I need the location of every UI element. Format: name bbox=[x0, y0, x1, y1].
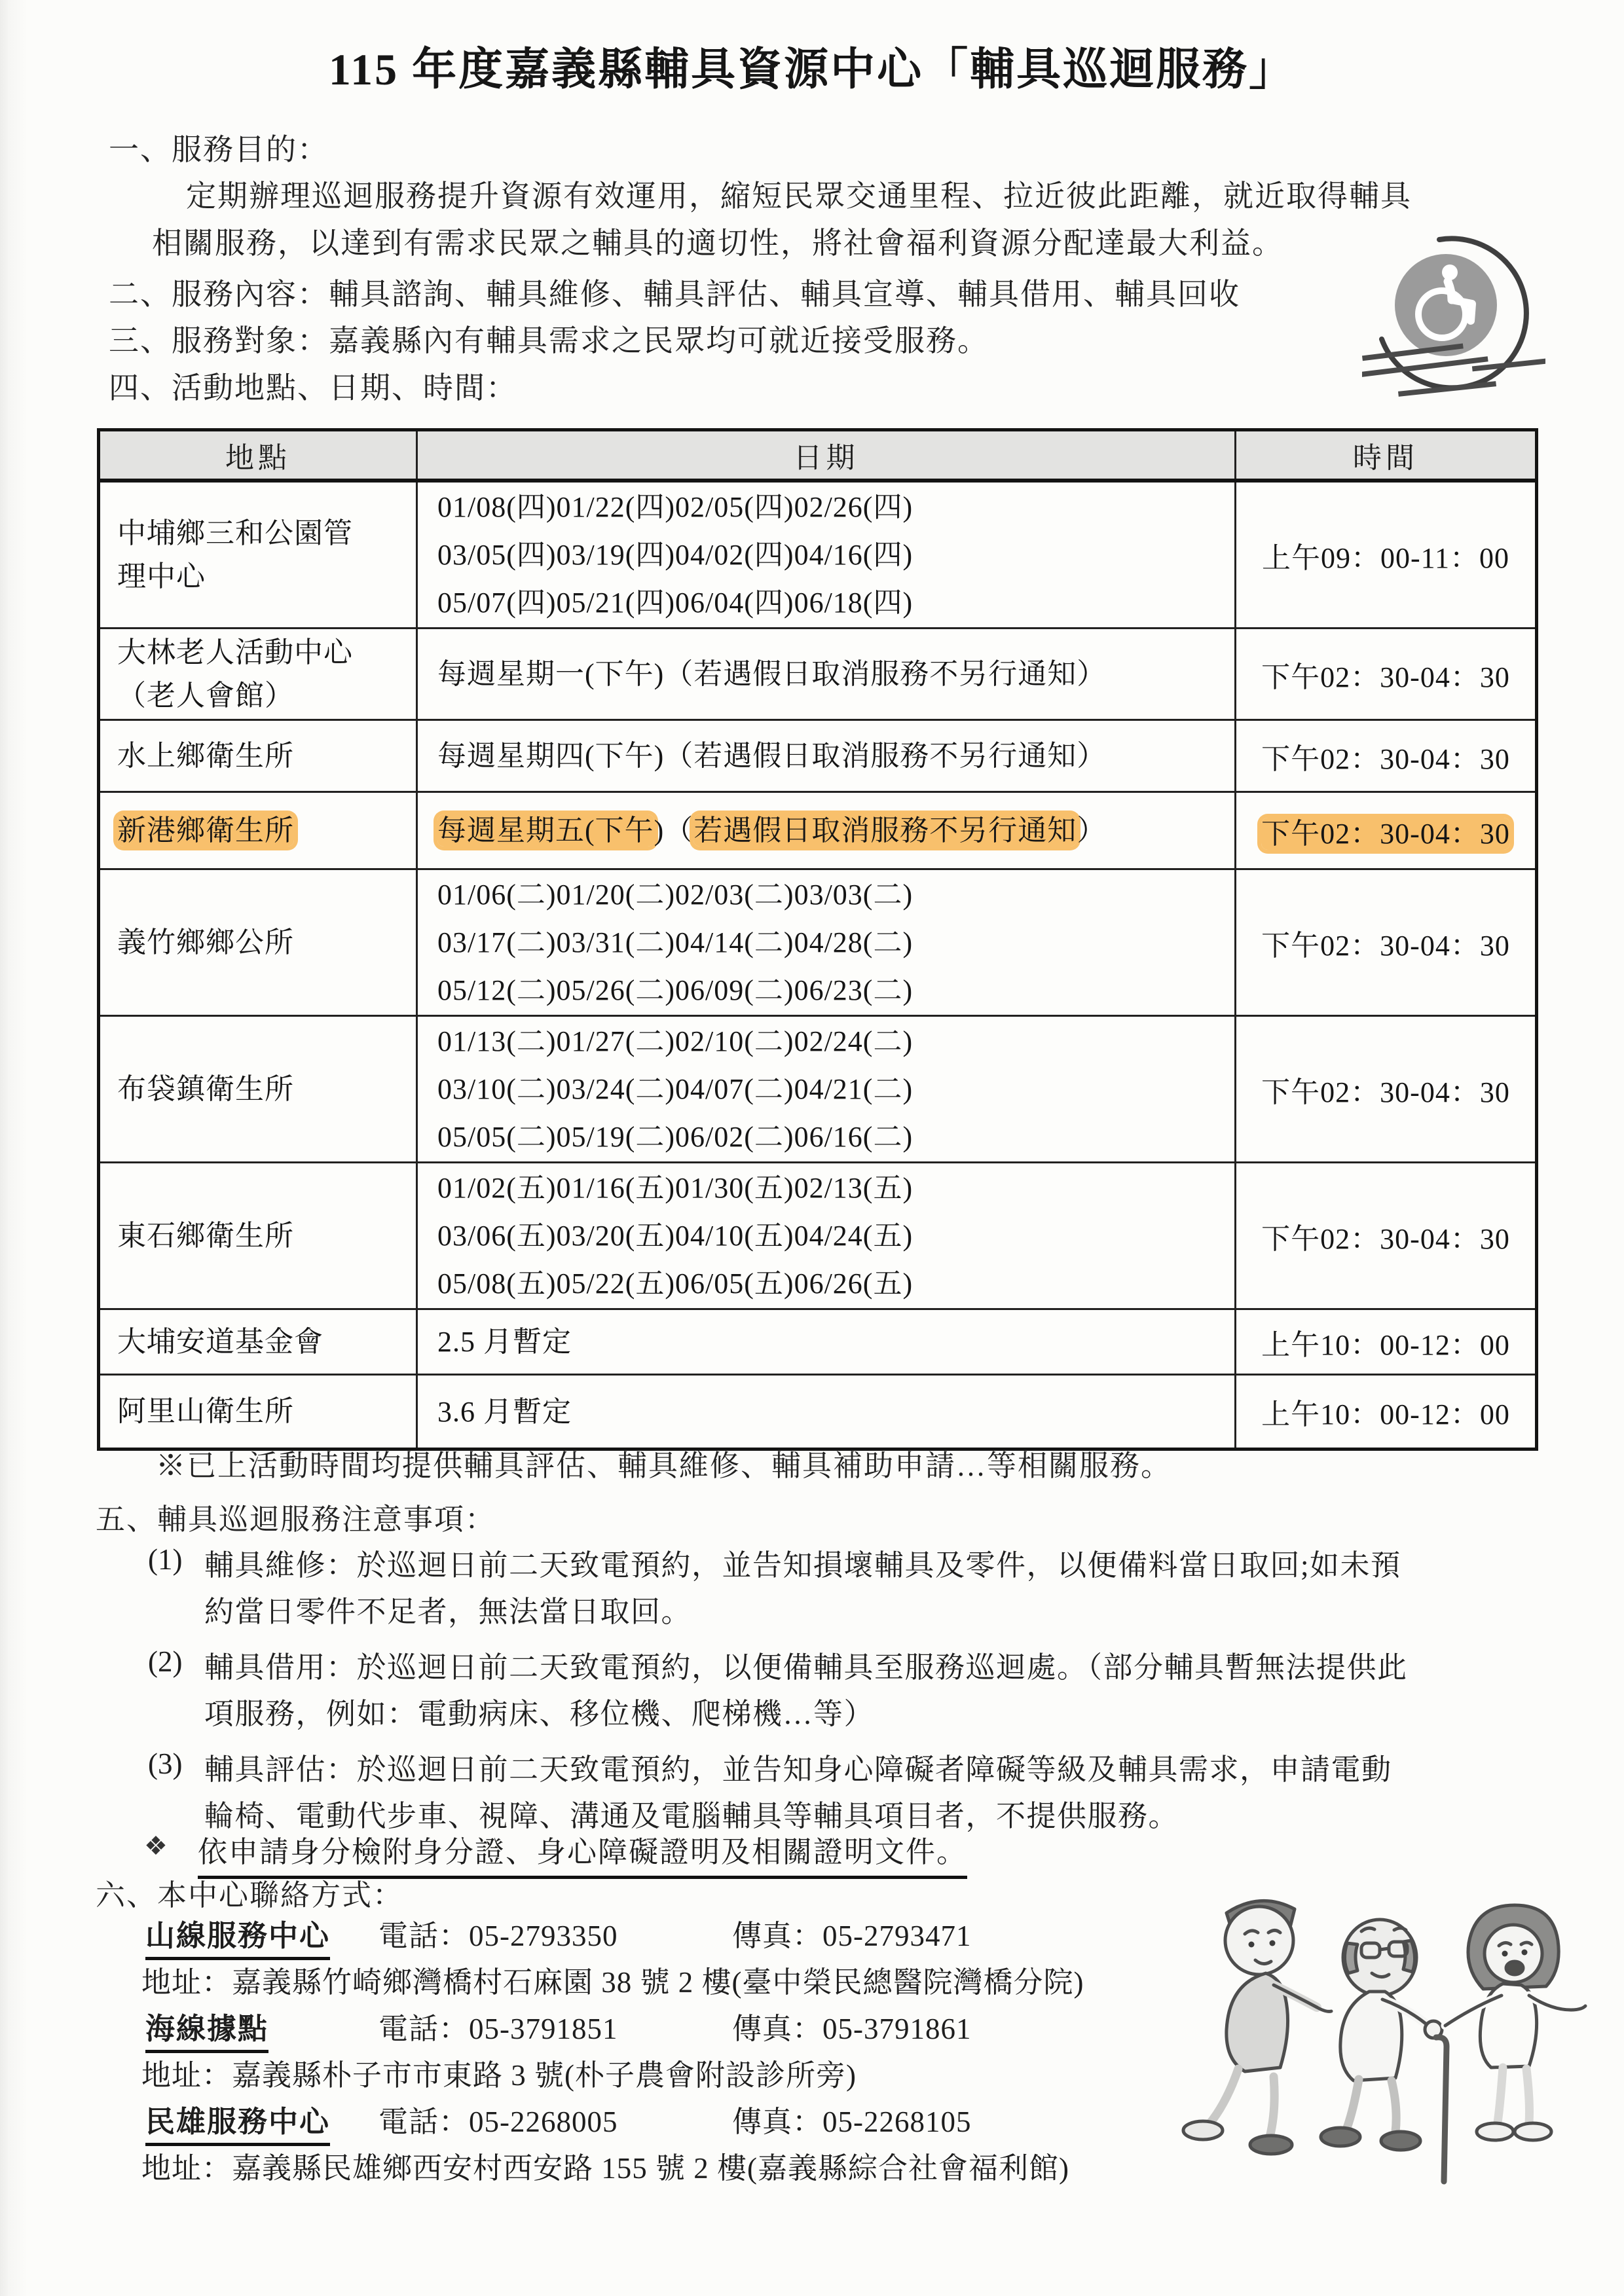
location-cell: 水上鄉衛生所 bbox=[99, 720, 417, 792]
highlight-mark: 每週星期五(下午 bbox=[437, 814, 654, 847]
table-row bbox=[99, 1016, 1537, 1163]
diamond-bullet-icon: ❖ bbox=[144, 1831, 168, 1861]
location-cell: 東石鄉衛生所 bbox=[99, 1163, 417, 1309]
notice-item-line: 輔具維修：於巡迴日前二天致電預約，並告知損壞輔具及零件，以便備料當日取回;如未預 bbox=[204, 1549, 1401, 1582]
contact-heading: 六、本中心聯絡方式： bbox=[96, 1879, 404, 1912]
table-row bbox=[99, 1375, 1537, 1449]
table-row bbox=[99, 792, 1537, 869]
header-date: 日期 bbox=[417, 430, 1236, 481]
contact-address: 地址：嘉義縣竹崎鄉灣橋村石麻園 38 號 2 樓(臺中榮民總醫院灣橋分院) bbox=[141, 1966, 1084, 1999]
date-cell: 2.5 月暫定 bbox=[417, 1309, 1236, 1375]
date-cell: 每週星期五(下午)（若遇假日取消服務不另行通知） bbox=[417, 792, 1236, 869]
time-cell: 下午02：30-04：30 bbox=[1236, 869, 1537, 1016]
table-row bbox=[99, 1163, 1537, 1309]
notice-item-line: 輔具評估：於巡迴日前二天致電預約，並告知身心障礙者障礙等級及輔具需求，申請電動 bbox=[204, 1753, 1392, 1786]
contact-center-name: 海線據點 bbox=[145, 2005, 268, 2053]
time-cell: 下午02：30-04：30 bbox=[1236, 720, 1537, 792]
wheelchair-accessibility-icon bbox=[1362, 234, 1545, 410]
notice-bullet-text: 依申請身分檢附身分證、身心障礙證明及相關證明文件。 bbox=[198, 1828, 967, 1879]
notice-item-number: (1) bbox=[148, 1543, 183, 1576]
notice-item-number: (3) bbox=[148, 1747, 183, 1780]
time-cell: 上午10：00-12：00 bbox=[1236, 1309, 1537, 1375]
notice-item-line: 輔具借用：於巡迴日前二天致電預約，以便備輔具至服務巡迴處。（部分輔具暫無法提供此 bbox=[204, 1651, 1408, 1684]
contact-address: 地址：嘉義縣民雄鄉西安村西安路 155 號 2 樓(嘉義縣綜合社會福利館) bbox=[141, 2152, 1069, 2185]
location-cell: 布袋鎮衛生所 bbox=[99, 1016, 417, 1163]
highlight-mark: 若遇假日取消服務不另行通知 bbox=[693, 814, 1077, 847]
date-cell: 3.6 月暫定 bbox=[417, 1375, 1236, 1449]
service-schedule-table bbox=[97, 428, 1538, 1451]
date-cell: 01/08(四)01/22(四)02/05(四)02/26(四) 03/05(四)03/19(四)04/02(四)04/16(四) 05/07(四)05/21(四)06/04(四)06/18(四) bbox=[417, 481, 1236, 629]
notice-item-number: (2) bbox=[148, 1645, 183, 1678]
notice-item-line: 項服務，例如：電動病床、移位機、爬梯機…等） bbox=[204, 1698, 875, 1730]
contact-center-name: 民雄服務中心 bbox=[145, 2098, 330, 2146]
section-3: 三、服務對象：嘉義縣內有輔具需求之民眾均可就近接受服務。 bbox=[109, 324, 989, 357]
contact-fax: 傳真：05-2268105 bbox=[732, 2105, 972, 2138]
date-cell: 01/02(五)01/16(五)01/30(五)02/13(五) 03/06(五)03/20(五)04/10(五)04/24(五) 05/08(五)05/22(五)06/05(五)06/26(五) bbox=[417, 1163, 1236, 1309]
time-cell: 下午02：30-04：30 bbox=[1236, 629, 1537, 720]
location-cell: 大埔安道基金會 bbox=[99, 1309, 417, 1375]
section-1-line1: 定期辦理巡迴服務提升資源有效運用，縮短民眾交通里程、拉近彼此距離，就近取得輔具 bbox=[186, 179, 1412, 213]
notice-item bbox=[98, 1747, 1559, 1840]
notice-item bbox=[98, 1542, 1559, 1635]
location-cell: 阿里山衛生所 bbox=[99, 1375, 417, 1449]
section-4: 四、活動地點、日期、時間： bbox=[109, 371, 517, 405]
highlight-mark: 新港鄉衛生所 bbox=[117, 814, 294, 847]
time-cell: 上午10：00-12：00 bbox=[1236, 1375, 1537, 1449]
notice-item-line: 輪椅、電動代步車、視障、溝通及電腦輔具等輔具項目者，不提供服務。 bbox=[204, 1800, 1179, 1832]
time-cell bbox=[1236, 792, 1537, 869]
table-row bbox=[99, 629, 1537, 720]
date-cell: 01/13(二)01/27(二)02/10(二)02/24(二) 03/10(二)03/24(二)04/07(二)04/21(二) 05/05(二)05/19(二)06/02(二)06/16(二) bbox=[417, 1016, 1236, 1163]
date-cell: 每週星期四(下午)（若遇假日取消服務不另行通知） bbox=[417, 720, 1236, 792]
contact-phone: 電話：05-2268005 bbox=[378, 2105, 618, 2138]
highlight-mark: 下午02：30-04：30 bbox=[1261, 817, 1510, 850]
elderly-care-illustration bbox=[1175, 1880, 1595, 2221]
contact-center-name: 山線服務中心 bbox=[145, 1912, 330, 1960]
section-1-heading: 一、服務目的： bbox=[109, 133, 329, 166]
time-cell: 上午09：00-11：00 bbox=[1236, 481, 1537, 629]
location-cell: 中埔鄉三和公園管 理中心 bbox=[99, 481, 417, 629]
page-title: 115 年度嘉義縣輔具資源中心「輔具巡迴服務」 bbox=[328, 45, 1296, 94]
contact-fax: 傳真：05-3791861 bbox=[732, 2013, 972, 2045]
contact-fax: 傳真：05-2793471 bbox=[732, 1920, 972, 1952]
table-row bbox=[99, 869, 1537, 1016]
table-note: ※已上活動時間均提供輔具評估、輔具維修、輔具補助申請…等相關服務。 bbox=[156, 1449, 1172, 1482]
time-cell: 下午02：30-04：30 bbox=[1236, 1016, 1537, 1163]
date-cell: 每週星期一(下午)（若遇假日取消服務不另行通知） bbox=[417, 629, 1236, 720]
contact-phone: 電話：05-2793350 bbox=[378, 1920, 618, 1952]
header-time: 時間 bbox=[1236, 430, 1537, 481]
notice-list bbox=[98, 1542, 1559, 1849]
notice-item-line: 約當日零件不足者，無法當日取回。 bbox=[204, 1595, 692, 1628]
location-cell bbox=[99, 792, 417, 869]
contact-address: 地址：嘉義縣朴子市市東路 3 號(朴子農會附設診所旁) bbox=[141, 2059, 857, 2092]
date-cell: 01/06(二)01/20(二)02/03(二)03/03(二) 03/17(二)03/31(二)04/14(二)04/28(二) 05/12(二)05/26(二)06/09(二)06/23(二) bbox=[417, 869, 1236, 1016]
header-location: 地點 bbox=[99, 430, 417, 481]
table-row bbox=[99, 481, 1537, 629]
location-cell: 義竹鄉鄉公所 bbox=[99, 869, 417, 1016]
time-cell: 下午02：30-04：30 bbox=[1236, 1163, 1537, 1309]
contact-phone: 電話：05-3791851 bbox=[378, 2013, 618, 2045]
location-cell: 大林老人活動中心 （老人會館） bbox=[99, 629, 417, 720]
section-1-line2: 相關服務，以達到有需求民眾之輔具的適切性，將社會福利資源分配達最大利益。 bbox=[152, 227, 1283, 260]
table-row bbox=[99, 720, 1537, 792]
table-row bbox=[99, 1309, 1537, 1375]
table-header-row bbox=[99, 430, 1537, 481]
notice-item bbox=[98, 1645, 1559, 1738]
section-2: 二、服務內容：輔具諮詢、輔具維修、輔具評估、輔具宣導、輔具借用、輔具回收 bbox=[109, 278, 1240, 311]
notice-heading: 五、輔具巡迴服務注意事項： bbox=[96, 1503, 496, 1536]
